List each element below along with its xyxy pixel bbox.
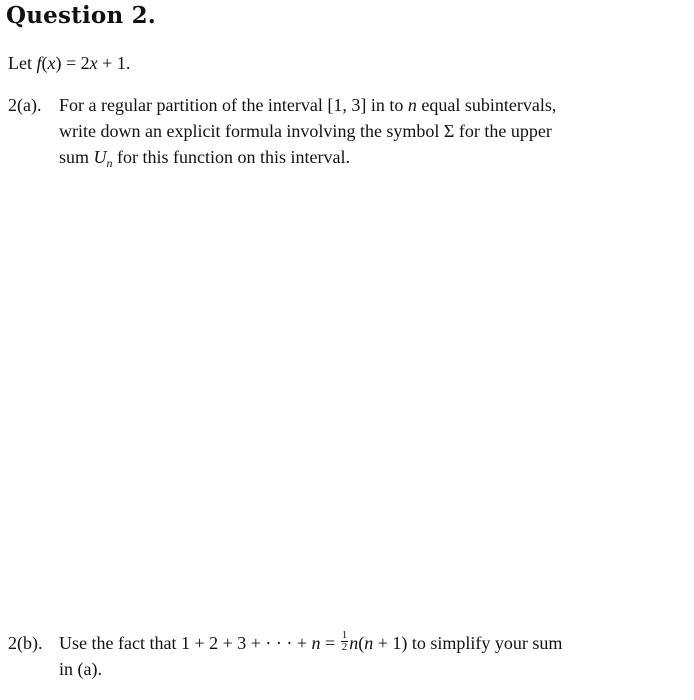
intro-line: Let f(x) = 2x + 1. bbox=[8, 53, 131, 73]
part-b-label: 2(b). bbox=[8, 633, 43, 653]
part-a-line-2: write down an explicit formula involving the symbol Σ for the upper bbox=[59, 121, 552, 141]
part-b-line-1: Use the fact that 1 + 2 + 3 + · · · + n = $\frac{1}{2}$ n(n + 1) to simplify your sum bbox=[59, 629, 563, 654]
part-a-line-3: sum $U_n$ for this function on this interval. bbox=[59, 147, 350, 170]
question-heading: Question 2. bbox=[6, 2, 156, 29]
part-a-label: 2(a). bbox=[8, 95, 42, 115]
part-a-line-1: For a regular partition of the interval [1, 3] in to n equal subintervals, bbox=[59, 95, 557, 115]
part-b-line-2: in (a). bbox=[59, 659, 102, 679]
one-half-fraction: $\frac{1}{2}$ bbox=[341, 629, 348, 654]
